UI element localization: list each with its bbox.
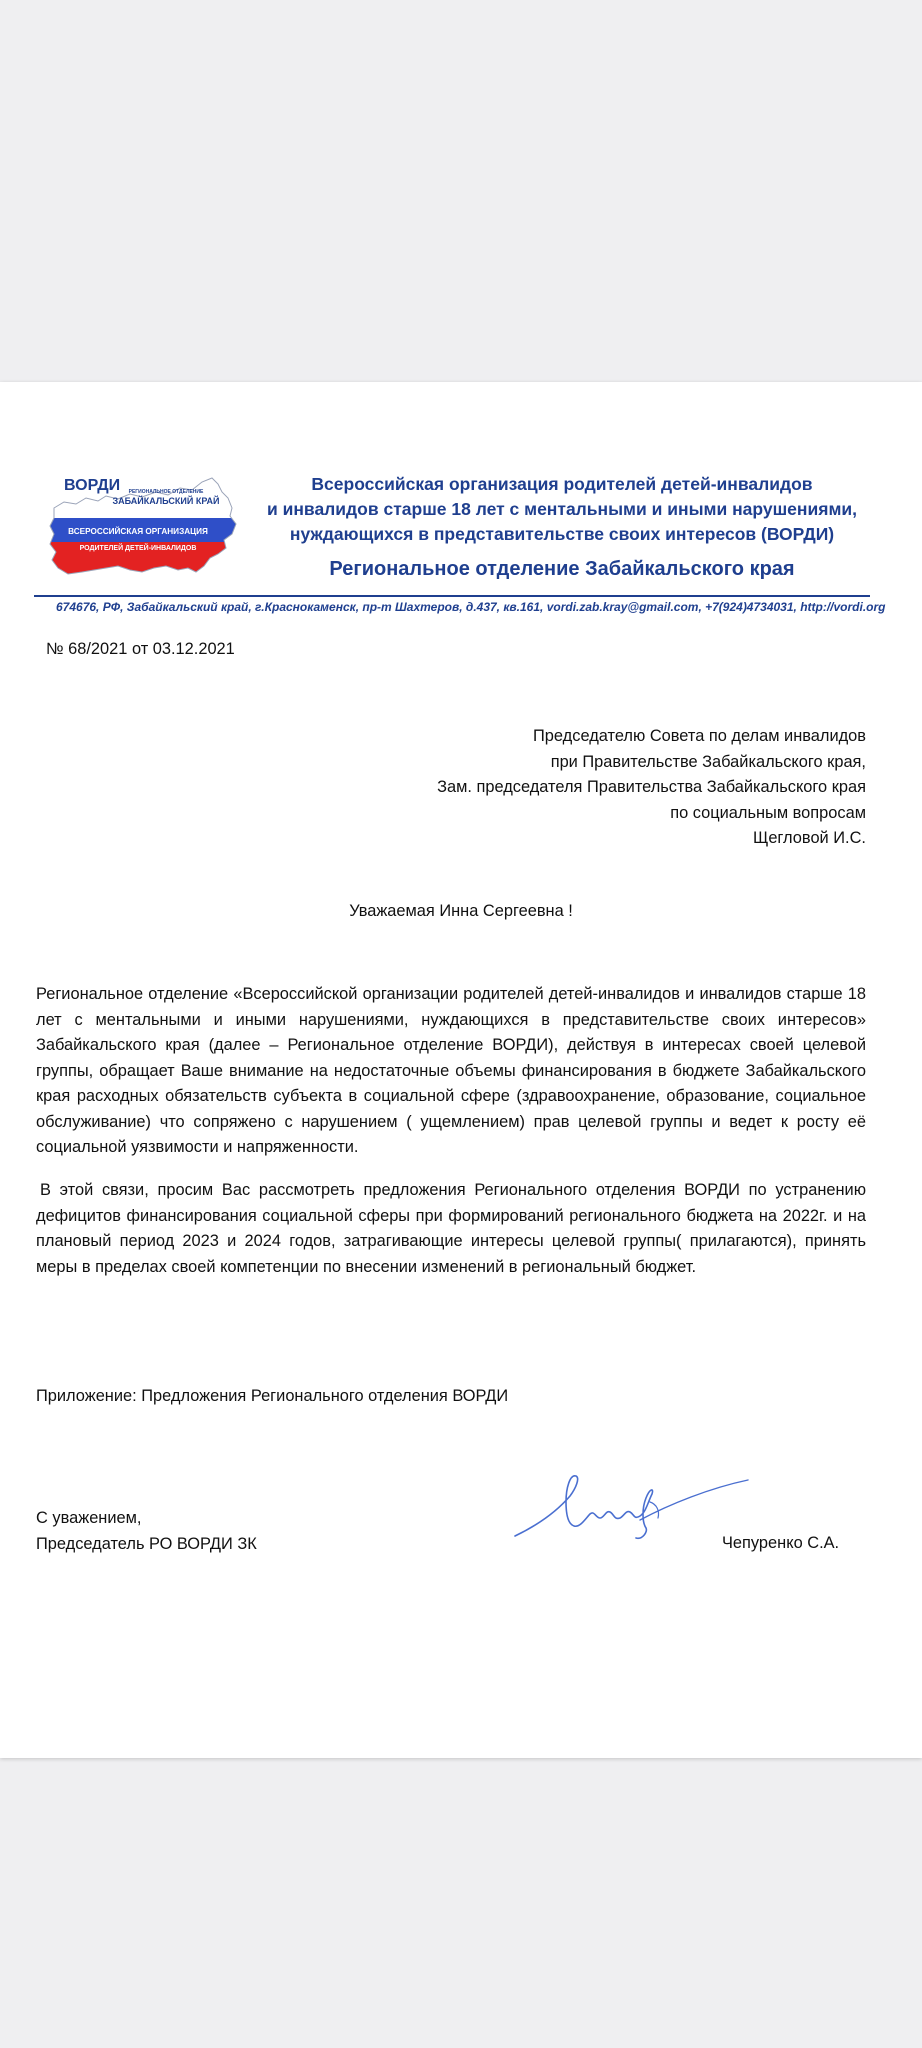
document-number: № 68/2021 от 03.12.2021 bbox=[46, 640, 235, 658]
organization-header bbox=[262, 472, 862, 583]
logo-title: ВОРДИ bbox=[64, 477, 121, 494]
closing-line: С уважением, bbox=[36, 1509, 142, 1527]
contact-line: 674676, РФ, Забайкальский край, г.Краснокаменск, пр-т Шахтеров, д.437, кв.161, vordi.zab.kray@gmail.com, +7(924)4734031, http://vordi.org bbox=[56, 600, 886, 614]
signer-name: Чепуренко С.А. bbox=[722, 1534, 840, 1552]
logo-org-sub: РОДИТЕЛЕЙ ДЕТЕЙ-ИНВАЛИДОВ bbox=[79, 545, 197, 552]
closing-line: Председатель РО ВОРДИ ЗК bbox=[36, 1534, 257, 1553]
closing-block bbox=[36, 1506, 257, 1557]
addressee-line: Зам. председателя Правительства Забайкальского края bbox=[437, 778, 866, 796]
addressee-block bbox=[346, 724, 866, 852]
body-paragraph: Региональное отделение «Всероссийской организации родителей детей-инвалидов и инвалидов старше 18 лет с ментальными и иными нарушениями, нуждающихся в представительстве своих интересов» Забайкальского края (далее – Региональное отделение ВОРДИ), действуя в интересах своей целевой группы, обращает Ваше внимание на недостаточные объемы финансирования в бюджете Забайкальского края расходных обязательств субъекта в социальной сфере (здравоохранение, образование, социальное обслуживание) что сопряжено с нарушением ( ущемлением) прав целевой группы и ведет к росту её социальной уязвимости и напряженности. bbox=[36, 985, 866, 1156]
letter-page bbox=[0, 382, 922, 1758]
logo-region: ЗАБАЙКАЛЬСКИЙ КРАЙ bbox=[112, 496, 220, 506]
logo-region-top: РЕГИОНАЛЬНОЕ ОТДЕЛЕНИЕ bbox=[128, 489, 204, 495]
org-name-line: Всероссийская организация родителей детей-инвалидов bbox=[311, 474, 813, 494]
letterhead-divider bbox=[34, 595, 870, 597]
org-name-line: и инвалидов старше 18 лет с ментальными и иными нарушениями, bbox=[266, 499, 858, 519]
org-name-line: нуждающихся в представительстве своих интересов (ВОРДИ) bbox=[289, 524, 835, 544]
body-paragraph: В этой связи, просим Вас рассмотреть предложения Регионального отделения ВОРДИ по устранению дефицитов финансирования социальной сферы при формирований регионального бюджета на 2022г. и на плановый период 2023 и 2024 годов, затрагивающие интересы целевой группы( прилагаются), принять меры в пределах своей компетенции по внесении изменений в региональный бюджет. bbox=[36, 1181, 866, 1276]
logo-org: ВСЕРОССИЙСКАЯ ОРГАНИЗАЦИЯ bbox=[68, 527, 208, 536]
addressee-line: по социальным вопросам bbox=[670, 803, 866, 822]
salutation: Уважаемая Инна Сергеевна ! bbox=[349, 902, 573, 920]
addressee-line: при Правительстве Забайкальского края, bbox=[550, 752, 866, 771]
vordi-logo bbox=[46, 468, 242, 578]
attachment-note: Приложение: Предложения Регионального отделения ВОРДИ bbox=[36, 1387, 509, 1405]
regional-branch-title: Региональное отделение Забайкальского края bbox=[329, 558, 795, 580]
addressee-line: Председателю Совета по делам инвалидов bbox=[533, 727, 866, 745]
addressee-line: Щегловой И.С. bbox=[752, 829, 866, 847]
